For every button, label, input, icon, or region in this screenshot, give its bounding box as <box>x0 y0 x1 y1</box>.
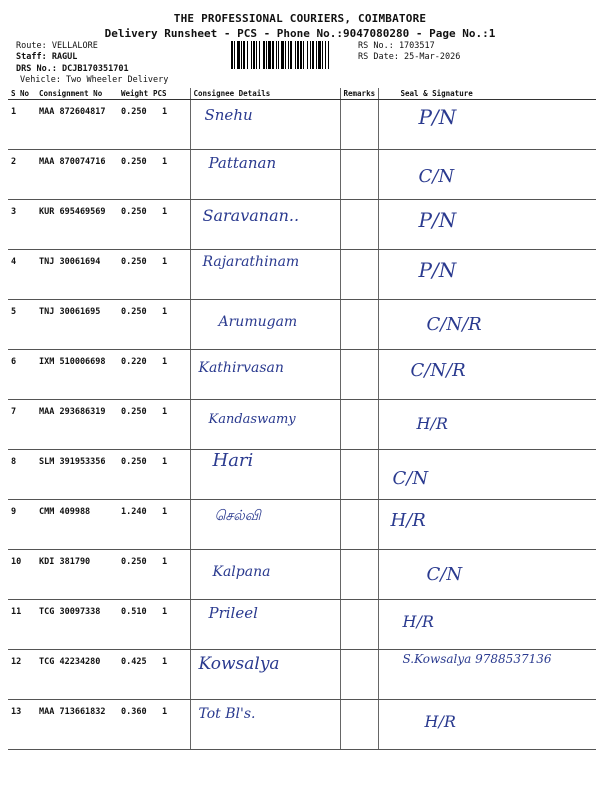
row-seal-signature <box>378 350 596 400</box>
drs-number: DRS No.: DCJB170351701 <box>16 64 129 74</box>
row-remarks <box>340 100 378 150</box>
row-weight: 0.425 <box>118 650 150 700</box>
row-remarks <box>340 650 378 700</box>
col-consignment-header: Consignment No <box>36 88 118 100</box>
row-remarks <box>340 150 378 200</box>
seal-handwriting: S.Kowsalya 9788537136 <box>402 652 552 666</box>
seal-handwriting: C/N <box>392 468 429 489</box>
table-row <box>8 550 596 600</box>
row-consignment-no: TCG 42234280 <box>36 650 118 700</box>
row-seal-signature <box>378 650 596 700</box>
row-sno: 10 <box>8 550 36 600</box>
row-seal-signature <box>378 300 596 350</box>
row-pcs: 1 <box>150 650 190 700</box>
row-sno: 9 <box>8 500 36 550</box>
row-pcs: 1 <box>150 400 190 450</box>
row-consignment-no: TCG 30097338 <box>36 600 118 650</box>
table-row <box>8 400 596 450</box>
row-seal-signature <box>378 500 596 550</box>
seal-handwriting: H/R <box>416 414 448 433</box>
row-remarks <box>340 550 378 600</box>
row-weight: 0.510 <box>118 600 150 650</box>
row-consignee <box>190 300 340 350</box>
row-consignee <box>190 600 340 650</box>
table-header-row <box>8 88 596 100</box>
consignee-handwriting: Kowsalya <box>198 654 280 674</box>
row-sno: 1 <box>8 100 36 150</box>
row-sno: 3 <box>8 200 36 250</box>
row-weight: 1.240 <box>118 500 150 550</box>
row-weight: 0.250 <box>118 400 150 450</box>
row-pcs: 1 <box>150 300 190 350</box>
consignee-handwriting: Snehu <box>204 106 253 124</box>
seal-handwriting: H/R <box>424 712 456 731</box>
row-pcs: 1 <box>150 250 190 300</box>
row-remarks <box>340 600 378 650</box>
row-weight: 0.250 <box>118 300 150 350</box>
barcode-image <box>231 41 355 69</box>
consignee-handwriting: Saravanan.. <box>202 206 300 225</box>
table-row <box>8 350 596 400</box>
row-consignment-no: CMM 409988 <box>36 500 118 550</box>
consignee-handwriting: Pattanan <box>208 154 277 172</box>
table-row <box>8 200 596 250</box>
row-remarks <box>340 300 378 350</box>
row-consignment-no: TNJ 30061695 <box>36 300 118 350</box>
row-consignee <box>190 700 340 750</box>
row-seal-signature <box>378 600 596 650</box>
col-remarks-header: Remarks <box>340 88 378 100</box>
row-sno: 11 <box>8 600 36 650</box>
table-row <box>8 700 596 750</box>
consignee-handwriting: Kathirvasan <box>198 360 284 376</box>
row-consignment-no: KDI 381790 <box>36 550 118 600</box>
row-pcs: 1 <box>150 700 190 750</box>
row-consignee <box>190 550 340 600</box>
row-seal-signature <box>378 250 596 300</box>
seal-handwriting: C/N <box>418 166 455 187</box>
row-sno: 13 <box>8 700 36 750</box>
row-remarks <box>340 500 378 550</box>
row-seal-signature <box>378 450 596 500</box>
row-seal-signature <box>378 100 596 150</box>
consignee-handwriting: Tot Bl's. <box>198 706 256 722</box>
row-weight: 0.250 <box>118 250 150 300</box>
col-consignee-header: Consignee Details <box>190 88 340 100</box>
row-seal-signature <box>378 150 596 200</box>
row-pcs: 1 <box>150 450 190 500</box>
col-seal-header: Seal & Signature <box>378 88 596 100</box>
seal-handwriting: P/N <box>418 208 457 232</box>
runsheet-table <box>8 88 596 750</box>
table-row <box>8 150 596 200</box>
row-pcs: 1 <box>150 100 190 150</box>
consignee-handwriting: Arumugam <box>218 314 298 330</box>
route-label: Route: VELLALORE <box>16 41 98 51</box>
row-remarks <box>340 700 378 750</box>
vehicle-label: Vehicle: Two Wheeler Delivery <box>20 75 169 85</box>
row-remarks <box>340 400 378 450</box>
consignee-handwriting: Rajarathinam <box>202 254 300 270</box>
seal-handwriting: H/R <box>402 612 434 631</box>
row-sno: 5 <box>8 300 36 350</box>
table-row <box>8 300 596 350</box>
row-consignee <box>190 350 340 400</box>
row-remarks <box>340 200 378 250</box>
col-weight-header: Weight <box>118 88 150 100</box>
company-title: THE PROFESSIONAL COURIERS, COIMBATORE <box>173 12 427 25</box>
row-weight: 0.250 <box>118 200 150 250</box>
table-row <box>8 500 596 550</box>
row-weight: 0.250 <box>118 100 150 150</box>
col-pcs-header: PCS <box>150 88 190 100</box>
row-weight: 0.250 <box>118 150 150 200</box>
row-consignment-no: KUR 695469569 <box>36 200 118 250</box>
row-consignee <box>190 650 340 700</box>
row-consignment-no: MAA 293686319 <box>36 400 118 450</box>
row-consignment-no: IXM 510006698 <box>36 350 118 400</box>
row-sno: 6 <box>8 350 36 400</box>
runsheet-subtitle: Delivery Runsheet - PCS - Phone No.:9047080280 - Page No.:1 <box>104 27 496 40</box>
row-consignment-no: MAA 872604817 <box>36 100 118 150</box>
table-row <box>8 450 596 500</box>
table-row <box>8 650 596 700</box>
row-seal-signature <box>378 700 596 750</box>
seal-handwriting: H/R <box>390 510 426 531</box>
consignee-handwriting: Hari <box>212 450 254 471</box>
row-sno: 4 <box>8 250 36 300</box>
row-remarks <box>340 350 378 400</box>
row-consignment-no: MAA 713661832 <box>36 700 118 750</box>
rs-date: RS Date: 25-Mar-2026 <box>358 52 461 62</box>
row-sno: 2 <box>8 150 36 200</box>
row-consignee <box>190 400 340 450</box>
row-consignee <box>190 200 340 250</box>
col-sno-header: S No <box>8 88 36 100</box>
seal-handwriting: C/N/R <box>426 314 482 335</box>
table-row <box>8 600 596 650</box>
row-remarks <box>340 450 378 500</box>
row-consignee <box>190 100 340 150</box>
consignee-handwriting: Kandaswamy <box>208 412 296 427</box>
row-consignment-no: TNJ 30061694 <box>36 250 118 300</box>
row-sno: 12 <box>8 650 36 700</box>
row-pcs: 1 <box>150 150 190 200</box>
row-pcs: 1 <box>150 500 190 550</box>
row-consignment-no: MAA 870074716 <box>36 150 118 200</box>
consignee-handwriting: Prileel <box>208 604 258 622</box>
staff-label: Staff: RAGUL <box>16 52 78 62</box>
row-consignment-no: SLM 391953356 <box>36 450 118 500</box>
seal-handwriting: C/N/R <box>410 360 466 381</box>
row-pcs: 1 <box>150 600 190 650</box>
seal-handwriting: P/N <box>418 258 457 282</box>
row-weight: 0.220 <box>118 350 150 400</box>
row-seal-signature <box>378 200 596 250</box>
seal-handwriting: C/N <box>426 564 463 585</box>
row-pcs: 1 <box>150 200 190 250</box>
row-consignee <box>190 150 340 200</box>
table-row <box>8 100 596 150</box>
seal-handwriting: P/N <box>418 105 457 129</box>
consignee-handwriting: செல்வி <box>214 508 261 524</box>
row-pcs: 1 <box>150 350 190 400</box>
table-row <box>8 250 596 300</box>
consignee-handwriting: Kalpana <box>212 564 271 580</box>
row-seal-signature <box>378 400 596 450</box>
row-seal-signature <box>378 550 596 600</box>
row-sno: 8 <box>8 450 36 500</box>
row-consignee <box>190 250 340 300</box>
rs-number: RS No.: 1703517 <box>358 41 435 51</box>
row-pcs: 1 <box>150 550 190 600</box>
row-weight: 0.250 <box>118 550 150 600</box>
row-weight: 0.360 <box>118 700 150 750</box>
row-consignee <box>190 500 340 550</box>
row-sno: 7 <box>8 400 36 450</box>
row-weight: 0.250 <box>118 450 150 500</box>
row-remarks <box>340 250 378 300</box>
row-consignee <box>190 450 340 500</box>
